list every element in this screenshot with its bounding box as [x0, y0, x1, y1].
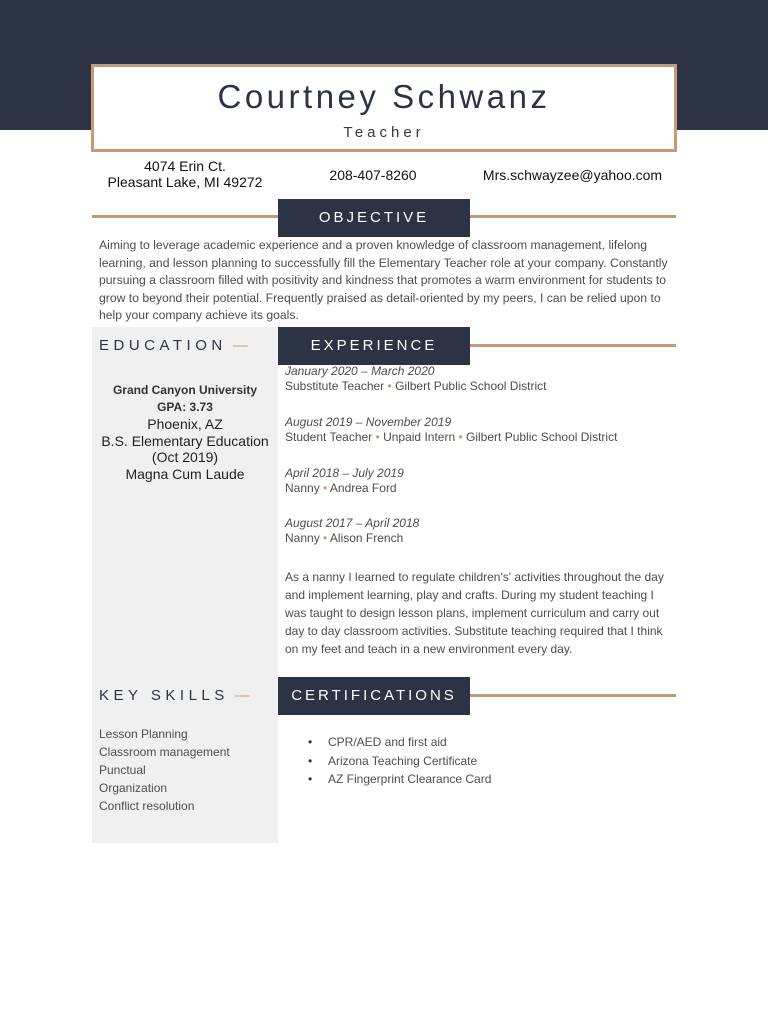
job-dates: August 2019 – November 2019 — [285, 415, 452, 429]
key-skills-heading-label: KEY SKILLS — [99, 687, 229, 704]
education-heading — [99, 337, 248, 354]
name-box — [91, 64, 677, 152]
education-heading-dash: — — [232, 337, 248, 354]
address-line-1: 4074 Erin Ct. — [144, 158, 226, 174]
experience-list — [285, 364, 685, 546]
job-details — [285, 481, 685, 496]
education-date: (Oct 2019) — [151, 449, 219, 465]
job-part: Unpaid Intern — [383, 430, 456, 444]
job-entry — [285, 415, 685, 445]
certification-item: • CPR/AED and first aid — [310, 733, 491, 752]
separator-dot: • — [323, 481, 328, 495]
education-degree: B.S. Elementary Education — [101, 432, 269, 449]
contact-phone: 208-407-8260 — [329, 167, 417, 183]
address-line-2: Pleasant Lake, MI 49272 — [107, 174, 263, 190]
skill-item: Classroom management — [99, 745, 230, 759]
job-part: Gilbert Public School District — [466, 430, 618, 444]
candidate-name: Courtney Schwanz — [217, 78, 551, 115]
separator-dot: • — [375, 430, 380, 444]
job-entry — [285, 516, 685, 546]
separator-dot: • — [387, 379, 392, 393]
job-dates: April 2018 – July 2019 — [285, 466, 404, 480]
job-part: Student Teacher — [285, 430, 373, 444]
skill-item: Lesson Planning — [99, 727, 188, 741]
education-heading-label: EDUCATION — [99, 337, 227, 354]
job-part: Gilbert Public School District — [395, 379, 547, 393]
experience-rule — [470, 344, 676, 347]
separator-dot: • — [458, 430, 463, 444]
certification-item: • AZ Fingerprint Clearance Card — [310, 770, 491, 789]
job-details — [285, 430, 685, 445]
certifications-rule — [470, 694, 676, 697]
certifications-heading: CERTIFICATIONS — [278, 677, 470, 715]
job-details — [285, 531, 685, 546]
skill-item: Conflict resolution — [99, 799, 195, 813]
job-dates: August 2017 – April 2018 — [285, 516, 420, 530]
skill-item: Organization — [99, 781, 168, 795]
education-location: Phoenix, AZ — [147, 416, 223, 432]
objective-heading: OBJECTIVE — [278, 199, 470, 237]
certification-item: • Arizona Teaching Certificate — [310, 752, 491, 771]
contact-address — [100, 158, 270, 190]
job-part: Substitute Teacher — [285, 379, 385, 393]
candidate-title: Teacher — [343, 124, 425, 141]
job-details — [285, 379, 685, 394]
education-school: Grand Canyon University — [112, 383, 258, 397]
job-entry — [285, 364, 685, 394]
experience-description: As a nanny I learned to regulate children's' activities throughout the day and implement learning, play and crafts. During my student teaching I was taught to design lesson plans, implement curriculum and carry out day to day classroom activities. Substitute teaching required that I think on my feet and teach in a new environment every day. — [285, 570, 664, 656]
education-honors: Magna Cum Laude — [125, 465, 245, 482]
contact-email: Mrs.schwayzee@yahoo.com — [482, 167, 663, 183]
job-part: Nanny — [285, 531, 320, 545]
education-gpa: GPA: 3.73 — [157, 400, 213, 414]
experience-heading: EXPERIENCE — [278, 327, 470, 365]
job-part: Andrea Ford — [329, 481, 397, 495]
job-entry — [285, 466, 685, 496]
education-block — [92, 382, 278, 482]
skill-item: Punctual — [99, 763, 146, 777]
job-dates: January 2020 – March 2020 — [285, 364, 435, 378]
objective-text: Aiming to leverage academic experience and a proven knowledge of classroom management, lifelong learning, and lesson planning to successfully fill the Elementary Teacher role at your company. Constantly pursuing a classroom filled with positivity and kindness that promotes a warm environment for students to grow to beyond their potential. Frequently praised as detail-oriented by my peers, I can be relied upon to help your company achieve its goals. — [99, 238, 668, 323]
separator-dot: • — [323, 531, 328, 545]
key-skills-heading-dash: — — [234, 687, 250, 704]
job-part: Nanny — [285, 481, 320, 495]
key-skills-heading — [99, 687, 250, 704]
skills-list — [99, 725, 230, 815]
certifications-list — [310, 733, 491, 789]
job-part: Alison French — [329, 531, 404, 545]
